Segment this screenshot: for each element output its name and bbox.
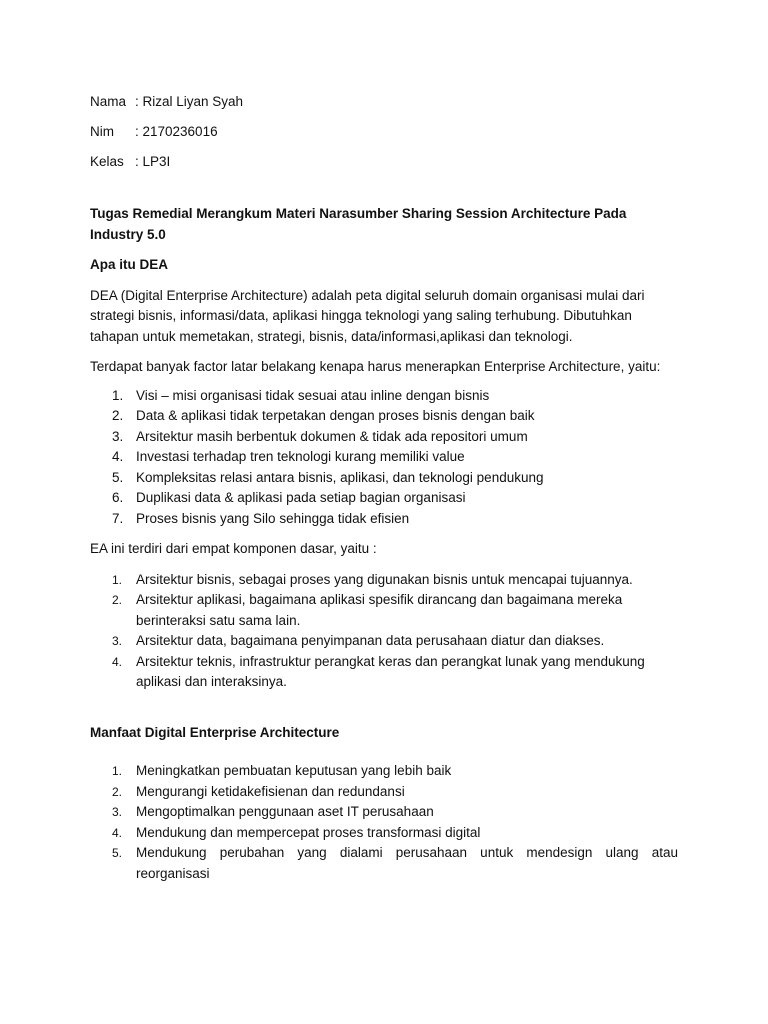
list-item <box>90 631 678 652</box>
list-item <box>90 570 678 591</box>
list-number: 2. <box>112 408 124 423</box>
list-item <box>90 427 678 448</box>
benefits-list <box>90 761 678 884</box>
list-item <box>90 823 678 844</box>
list-item-text: Visi – misi organisasi tidak sesuai atau inline dengan bisnis <box>136 387 490 403</box>
list-item-text: Arsitektur masih berbentuk dokumen & tidak ada repositori umum <box>136 428 528 444</box>
factors-list <box>90 386 678 530</box>
list-item-text: Mendukung perubahan yang dialami perusahaan untuk mendesign ulang atau reorganisasi <box>136 845 678 881</box>
info-value: : LP3I <box>135 154 171 169</box>
list-number: 4. <box>112 449 124 464</box>
section-heading-dea: Apa itu DEA <box>90 257 169 272</box>
info-label: Nim <box>90 124 114 139</box>
list-number: 5. <box>112 469 124 485</box>
list-item-text: Arsitektur data, bagaimana penyimpanan data perusahaan diatur dan diakses. <box>136 633 605 648</box>
list-item-text: Data & aplikasi tidak terpetakan dengan proses bisnis dengan baik <box>136 408 535 423</box>
components-list <box>90 570 678 693</box>
list-number: 1. <box>112 387 124 403</box>
section-heading-manfaat: Manfaat Digital Enterprise Architecture <box>90 724 340 740</box>
list-item <box>90 447 678 468</box>
list-item <box>90 843 678 884</box>
list-item-text: Meningkatkan pembuatan keputusan yang lebih baik <box>136 763 452 778</box>
list-item <box>90 652 678 693</box>
list-item <box>90 386 678 407</box>
info-label: Kelas <box>90 154 124 169</box>
list-number: 5. <box>112 846 123 860</box>
paragraph-dea-definition: DEA (Digital Enterprise Architecture) adalah peta digital seluruh domain organisasi mulai dari strategi bisnis, informasi/data, aplikasi hingga teknologi yang saling terhubung. Dibutuhkan tahapan untuk memetakan, strategi, bisnis, data/informasi,aplikasi dan teknologi. <box>90 287 645 344</box>
list-number: 3. <box>112 634 123 648</box>
info-row-class <box>90 152 678 172</box>
info-value: : 2170236016 <box>135 124 218 139</box>
list-item <box>90 590 678 631</box>
info-value: : Rizal Liyan Syah <box>135 94 244 109</box>
list-item-text: Mendukung dan mempercepat proses transformasi digital <box>136 824 481 840</box>
list-item-text: Duplikasi data & aplikasi pada setiap bagian organisasi <box>136 490 466 505</box>
paragraph-components-intro: EA ini terdiri dari empat komponen dasar, yaitu : <box>90 541 377 556</box>
paragraph-factors-intro: Terdapat banyak factor latar belakang kenapa harus menerapkan Enterprise Architecture, yaitu: <box>90 359 661 374</box>
list-number: 4. <box>112 825 123 840</box>
info-row-nim <box>90 122 678 142</box>
list-number: 1. <box>112 572 123 587</box>
document-page <box>90 92 678 884</box>
list-item-text: Investasi terhadap tren teknologi kurang memiliki value <box>136 449 465 464</box>
list-item-text: Mengoptimalkan penggunaan aset IT perusahaan <box>136 804 434 819</box>
list-item <box>90 406 678 427</box>
document-title: Tugas Remedial Merangkum Materi Narasumber Sharing Session Architecture Pada Industry 5.0 <box>90 206 627 242</box>
list-item-text: Proses bisnis yang Silo sehingga tidak efisien <box>136 510 410 526</box>
list-number: 1. <box>112 764 123 778</box>
list-number: 2. <box>112 593 123 607</box>
list-item-text: Arsitektur bisnis, sebagai proses yang digunakan bisnis untuk mencapai tujuannya. <box>136 571 633 587</box>
list-item-text: Kompleksitas relasi antara bisnis, aplikasi, dan teknologi pendukung <box>136 469 544 485</box>
list-number: 6. <box>112 490 124 505</box>
info-label: Nama <box>90 94 127 109</box>
list-item <box>90 761 678 782</box>
list-item <box>90 488 678 509</box>
list-number: 4. <box>112 654 123 669</box>
list-number: 7. <box>112 510 124 526</box>
list-item-text: Mengurangi ketidakefisienan dan redundansi <box>136 783 405 799</box>
list-item-text: Arsitektur teknis, infrastruktur perangkat keras dan perangkat lunak yang mendukung aplikasi dan interaksinya. <box>136 653 645 689</box>
student-info <box>90 92 678 172</box>
list-item <box>90 802 678 823</box>
info-row-name <box>90 92 678 112</box>
list-item-text: Arsitektur aplikasi, bagaimana aplikasi spesifik dirancang dan bagaimana mereka berinteraksi satu sama lain. <box>136 592 623 628</box>
list-number: 3. <box>112 805 123 819</box>
list-number: 2. <box>112 784 123 799</box>
list-item <box>90 509 678 530</box>
list-item <box>90 468 678 489</box>
list-item <box>90 782 678 803</box>
list-number: 3. <box>112 428 124 444</box>
